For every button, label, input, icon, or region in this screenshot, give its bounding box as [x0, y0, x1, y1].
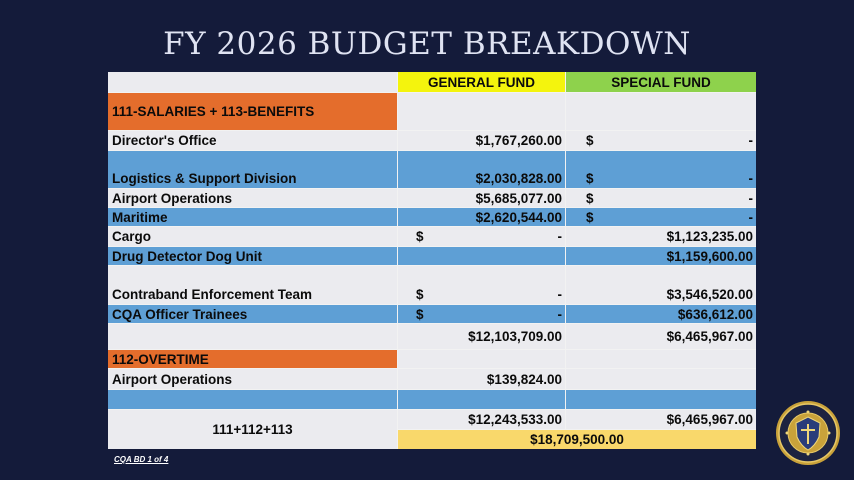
blank-cell — [108, 324, 397, 349]
currency-symbol: $ — [586, 133, 594, 148]
blank-cell — [108, 390, 397, 409]
special-fund-subtotal: $6,465,967.00 — [566, 324, 756, 349]
row-label: Drug Detector Dog Unit — [108, 247, 397, 265]
general-fund-amount: $2,620,544.00 — [398, 208, 565, 226]
special-fund-amount — [566, 208, 756, 226]
zero-dash: - — [557, 287, 562, 302]
table-row — [108, 189, 756, 207]
blank-cell — [398, 93, 565, 130]
blank-cell — [398, 390, 565, 409]
row-label: Cargo — [108, 227, 397, 246]
blank-cell — [566, 350, 756, 368]
table-row — [108, 369, 756, 389]
table-row — [108, 247, 756, 265]
row-label: Contraband Enforcement Team — [108, 266, 397, 304]
blank-cell — [566, 93, 756, 130]
row-label: Airport Operations — [108, 189, 397, 207]
blank-cell — [566, 369, 756, 389]
subtotal-row — [108, 324, 756, 349]
row-label: Director's Office — [108, 131, 397, 150]
table-row — [108, 266, 756, 304]
zero-dash: - — [748, 209, 753, 225]
page-title: FY 2026 BUDGET BREAKDOWN — [163, 26, 691, 62]
special-fund-amount: $636,612.00 — [566, 305, 756, 323]
special-fund-amount: $1,159,600.00 — [566, 247, 756, 265]
general-fund-subtotal: $12,103,709.00 — [398, 324, 565, 349]
zero-dash: - — [557, 229, 562, 244]
table-row — [108, 151, 756, 188]
zero-dash: - — [748, 171, 753, 186]
section-row-overtime — [108, 350, 756, 368]
general-fund-amount — [398, 227, 565, 246]
currency-symbol: $ — [416, 306, 424, 322]
blank-cell — [566, 390, 756, 409]
general-fund-amount: $1,767,260.00 — [398, 131, 565, 150]
total-row — [108, 410, 756, 449]
general-fund-amount — [398, 305, 565, 323]
table-row — [108, 227, 756, 246]
header-blank-cell — [108, 72, 397, 92]
table-row — [108, 208, 756, 226]
currency-symbol: $ — [586, 171, 594, 186]
row-label: Airport Operations — [108, 369, 397, 389]
row-label: CQA Officer Trainees — [108, 305, 397, 323]
grand-total: $18,709,500.00 — [398, 430, 756, 449]
department-seal-logo — [775, 400, 841, 466]
zero-dash: - — [748, 133, 753, 148]
table-row — [108, 305, 756, 323]
zero-dash: - — [748, 190, 753, 206]
total-label: 111+112+113 — [108, 410, 397, 449]
special-fund-amount: $3,546,520.00 — [566, 266, 756, 304]
special-fund-amount — [566, 189, 756, 207]
table-header-row — [108, 72, 756, 92]
zero-dash: - — [557, 306, 562, 322]
section-label-overtime: 112-OVERTIME — [108, 350, 397, 368]
currency-symbol: $ — [586, 209, 594, 225]
table-row — [108, 131, 756, 150]
general-fund-header: GENERAL FUND — [398, 72, 565, 92]
row-label: Logistics & Support Division — [108, 151, 397, 188]
general-fund-amount: $2,030,828.00 — [398, 151, 565, 188]
special-fund-total: $6,465,967.00 — [566, 410, 756, 429]
blank-cell — [398, 247, 565, 265]
general-fund-amount: $5,685,077.00 — [398, 189, 565, 207]
general-fund-total: $12,243,533.00 — [398, 410, 565, 429]
section-label-salaries: 111-SALARIES + 113-BENEFITS — [108, 93, 397, 130]
row-label: Maritime — [108, 208, 397, 226]
currency-symbol: $ — [416, 229, 424, 244]
blank-cell — [398, 350, 565, 368]
slide-reference-link[interactable]: CQA BD 1 of 4 — [114, 455, 169, 464]
section-row-salaries — [108, 93, 756, 130]
currency-symbol: $ — [586, 190, 594, 206]
special-fund-amount — [566, 151, 756, 188]
general-fund-amount — [398, 266, 565, 304]
special-fund-amount — [566, 131, 756, 150]
special-fund-header: SPECIAL FUND — [566, 72, 756, 92]
special-fund-amount: $1,123,235.00 — [566, 227, 756, 246]
blank-row — [108, 390, 756, 409]
currency-symbol: $ — [416, 287, 424, 302]
general-fund-amount: $139,824.00 — [398, 369, 565, 389]
